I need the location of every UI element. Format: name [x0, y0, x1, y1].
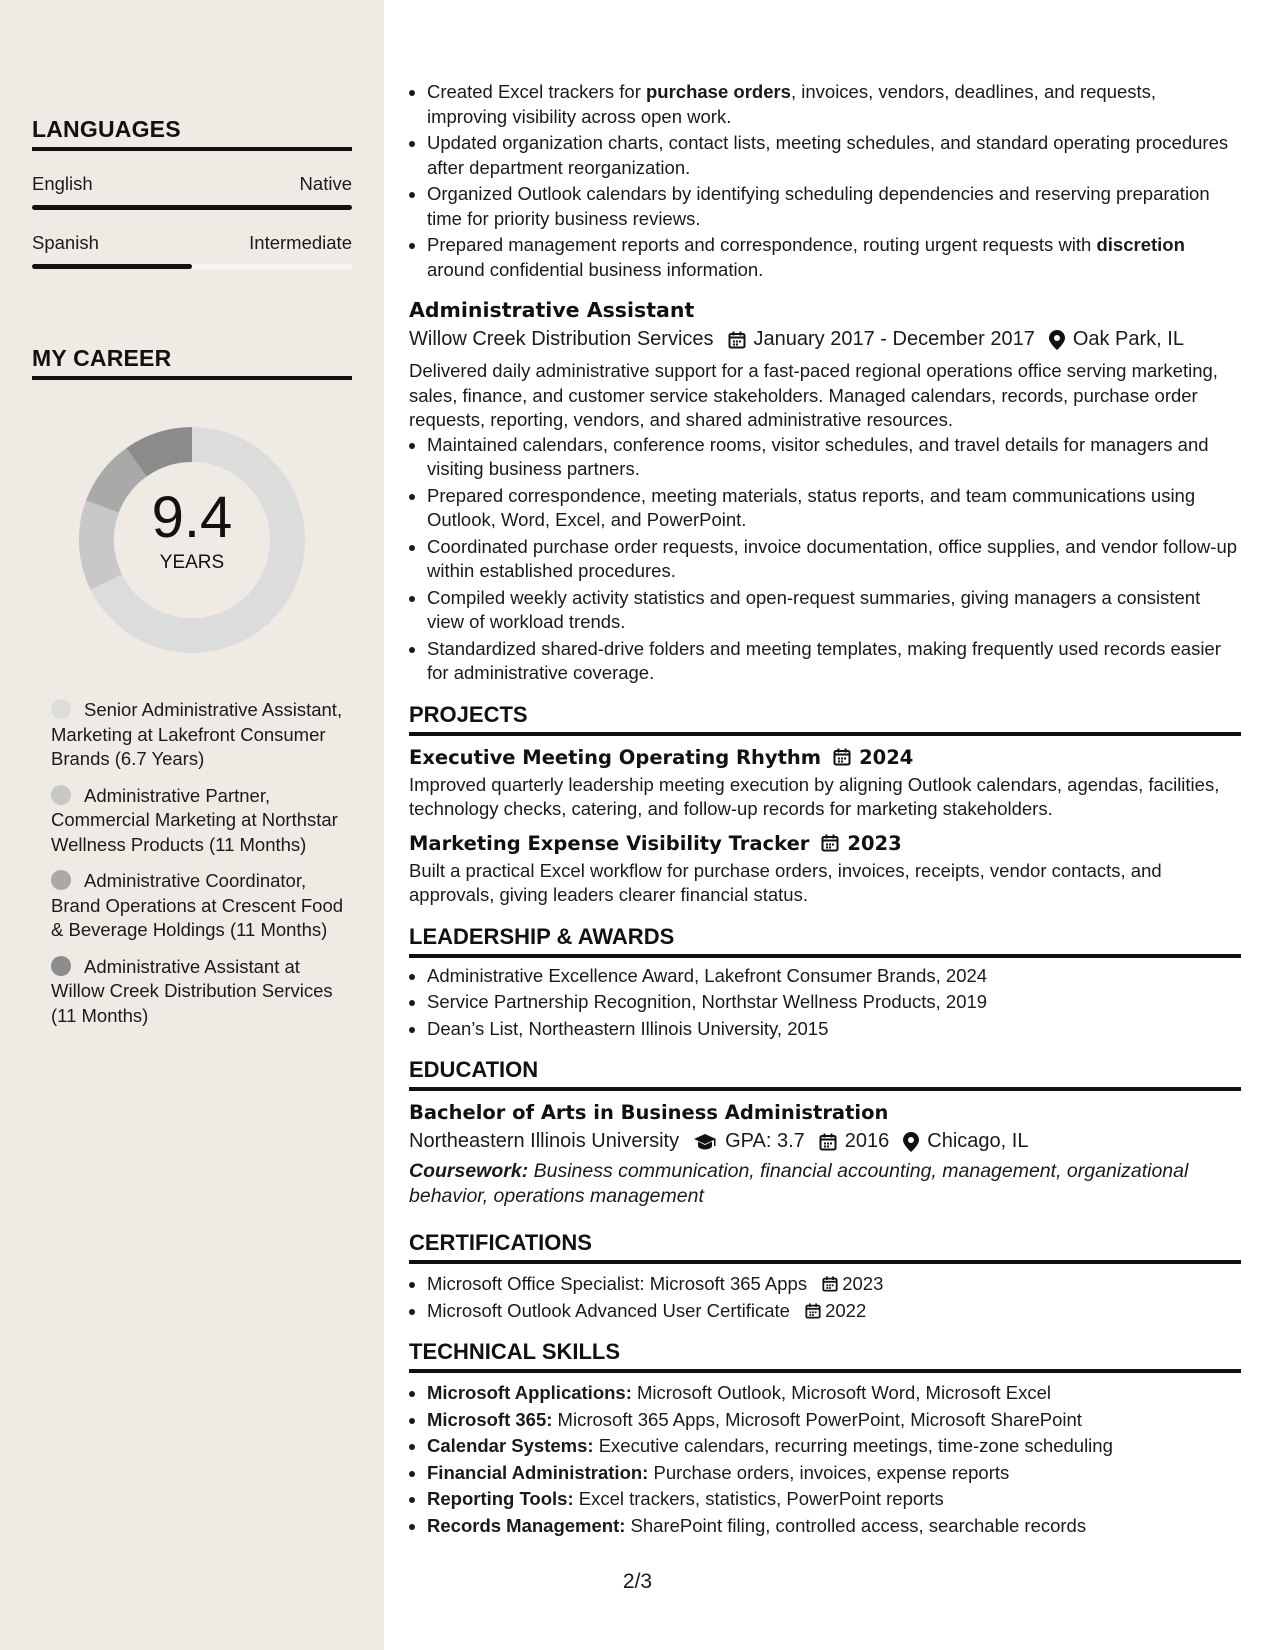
- projects-heading: PROJECTS: [409, 702, 1241, 736]
- previous-job-bullets: [409, 80, 1241, 282]
- location-pin-icon: [903, 1132, 919, 1152]
- bullet-item: • Created Excel trackers for purchase orders, invoices, vendors, deadlines, and requests, improving visibility across open work.: [427, 80, 1241, 129]
- main-content: [409, 0, 1241, 1650]
- calendar-icon: [821, 834, 839, 852]
- language-proficiency-bar: [32, 205, 352, 210]
- job-dates: January 2017 - December 2017: [753, 328, 1035, 350]
- language-level: Intermediate: [249, 232, 352, 253]
- career-legend-item: [51, 869, 352, 943]
- skill-item: • Records Management: SharePoint filing, controlled access, searchable records: [427, 1514, 1241, 1539]
- education-coursework: Coursework: Business communication, financial accounting, management, organizational behavior, operations management: [409, 1160, 1189, 1207]
- bullet-item: • Updated organization charts, contact lists, meeting schedules, and standard operating procedures after department reorganization.: [427, 131, 1241, 180]
- language-proficiency-fill: [32, 205, 352, 210]
- skill-item: • Calendar Systems: Executive calendars, recurring meetings, time-zone scheduling: [427, 1434, 1241, 1459]
- career-legend-item: [51, 955, 352, 1029]
- language-level: Native: [299, 173, 352, 194]
- education-gpa: GPA: 3.7: [725, 1130, 805, 1152]
- project-year: 2023: [847, 831, 902, 855]
- career-donut-chart: [72, 420, 312, 660]
- skill-item: • Microsoft Applications: Microsoft Outlook, Microsoft Word, Microsoft Excel: [427, 1381, 1241, 1406]
- bullet-item: • Organized Outlook calendars by identifying scheduling dependencies and reserving preparation time for priority business reviews.: [427, 182, 1241, 231]
- awards-heading: LEADERSHIP & AWARDS: [409, 924, 1241, 958]
- award-item: • Dean’s List, Northeastern Illinois University, 2015: [427, 1017, 1241, 1042]
- award-item: • Service Partnership Recognition, Northstar Wellness Products, 2019: [427, 990, 1241, 1015]
- career-legend-text: Administrative Partner, Commercial Marketing at Northstar Wellness Products (11 Months): [51, 784, 338, 855]
- education-location: Chicago, IL: [927, 1130, 1029, 1152]
- languages-heading: LANGUAGES: [32, 116, 352, 151]
- sidebar: [0, 0, 384, 1650]
- bullet-item: • Compiled weekly activity statistics and open-request summaries, giving managers a consistent view of workload trends.: [427, 586, 1241, 635]
- project-item: [409, 832, 1241, 908]
- job-description: Delivered daily administrative support for a fast-paced regional operations office serving marketing, sales, finance, and customer service stakeholders. Managed calendars, records, purchase order requests, reporting, vendors, and shared administrative resources.: [409, 360, 1218, 430]
- skills-list: [409, 1381, 1241, 1538]
- bullet-item: • Prepared management reports and correspondence, routing urgent requests with discretion around confidential business information.: [427, 233, 1241, 282]
- bullet-item: • Coordinated purchase order requests, invoice documentation, office supplies, and vendor follow-up within established procedures.: [427, 535, 1241, 584]
- calendar-icon: [822, 1276, 838, 1292]
- language-item: [32, 173, 352, 210]
- career-total-unit: YEARS: [159, 552, 225, 573]
- certifications-heading: CERTIFICATIONS: [409, 1230, 1241, 1264]
- skill-item: • Microsoft 365: Microsoft 365 Apps, Microsoft PowerPoint, Microsoft SharePoint: [427, 1408, 1241, 1433]
- calendar-icon: [819, 1133, 837, 1151]
- education-meta: [409, 1130, 1241, 1153]
- project-title: Executive Meeting Operating Rhythm: [409, 745, 822, 769]
- job-meta: [409, 328, 1241, 351]
- job-bullets: [409, 433, 1241, 686]
- project-item: [409, 746, 1241, 822]
- certification-item: • Microsoft Office Specialist: Microsoft 365 Apps 2023: [427, 1272, 1241, 1297]
- calendar-icon: [833, 748, 851, 766]
- bullet-item: • Standardized shared-drive folders and meeting templates, making frequently used records easier for administrative coverage.: [427, 637, 1241, 686]
- education-year: 2016: [844, 1130, 890, 1152]
- language-name: Spanish: [32, 232, 99, 253]
- career-heading: MY CAREER: [32, 345, 352, 380]
- certification-item: • Microsoft Outlook Advanced User Certificate 2022: [427, 1299, 1241, 1324]
- language-proficiency-fill: [32, 264, 192, 269]
- language-proficiency-bar: [32, 264, 352, 269]
- project-year: 2024: [859, 745, 914, 769]
- project-description: Improved quarterly leadership meeting execution by aligning Outlook calendars, agendas, facilities, technology checks, catering, and follow-up records for marketing stakeholders.: [409, 773, 1220, 819]
- legend-dot: [51, 956, 71, 976]
- certifications-list: [409, 1272, 1241, 1323]
- job-company: Willow Creek Distribution Services: [409, 328, 714, 350]
- career-legend-text: Senior Administrative Assistant, Marketing at Lakefront Consumer Brands (6.7 Years): [51, 699, 343, 769]
- project-description: Built a practical Excel workflow for purchase orders, invoices, receipts, vendor contacts, and approvals, giving leaders clearer financial status.: [409, 859, 1162, 905]
- bullet-item: • Prepared correspondence, meeting materials, status reports, and team communications using Outlook, Word, Excel, and PowerPoint.: [427, 484, 1241, 533]
- language-item: [32, 232, 352, 269]
- career-legend-text: Administrative Assistant at Willow Creek Distribution Services (11 Months): [51, 955, 333, 1026]
- career-legend-item: [51, 784, 352, 858]
- awards-list: [409, 964, 1241, 1042]
- location-pin-icon: [1049, 330, 1065, 350]
- skill-item: • Financial Administration: Purchase orders, invoices, expense reports: [427, 1461, 1241, 1486]
- skill-item: • Reporting Tools: Excel trackers, statistics, PowerPoint reports: [427, 1487, 1241, 1512]
- career-total-value: 9.4: [151, 485, 233, 550]
- career-legend-item: [51, 698, 352, 772]
- calendar-icon: [805, 1303, 821, 1319]
- bullet-item: • Maintained calendars, conference rooms, visitor schedules, and travel details for managers and visiting business partners.: [427, 433, 1241, 482]
- legend-dot: [51, 785, 71, 805]
- legend-dot: [51, 870, 71, 890]
- skills-heading: TECHNICAL SKILLS: [409, 1339, 1241, 1373]
- project-title: Marketing Expense Visibility Tracker: [409, 831, 810, 855]
- language-name: English: [32, 173, 93, 194]
- page-number: 2/3: [622, 1570, 653, 1593]
- career-legend: [51, 698, 352, 1028]
- graduation-cap-icon: [693, 1133, 717, 1151]
- legend-dot: [51, 699, 71, 719]
- education-degree: Bachelor of Arts in Business Administration: [409, 1101, 889, 1124]
- job-location: Oak Park, IL: [1072, 328, 1184, 350]
- job-title: Administrative Assistant: [409, 298, 695, 322]
- calendar-icon: [728, 331, 746, 349]
- education-heading: EDUCATION: [409, 1057, 1241, 1091]
- career-legend-text: Administrative Coordinator, Brand Operations at Crescent Food & Beverage Holdings (11 Months): [51, 870, 344, 940]
- education-school: Northeastern Illinois University: [409, 1130, 680, 1152]
- award-item: • Administrative Excellence Award, Lakefront Consumer Brands, 2024: [427, 964, 1241, 989]
